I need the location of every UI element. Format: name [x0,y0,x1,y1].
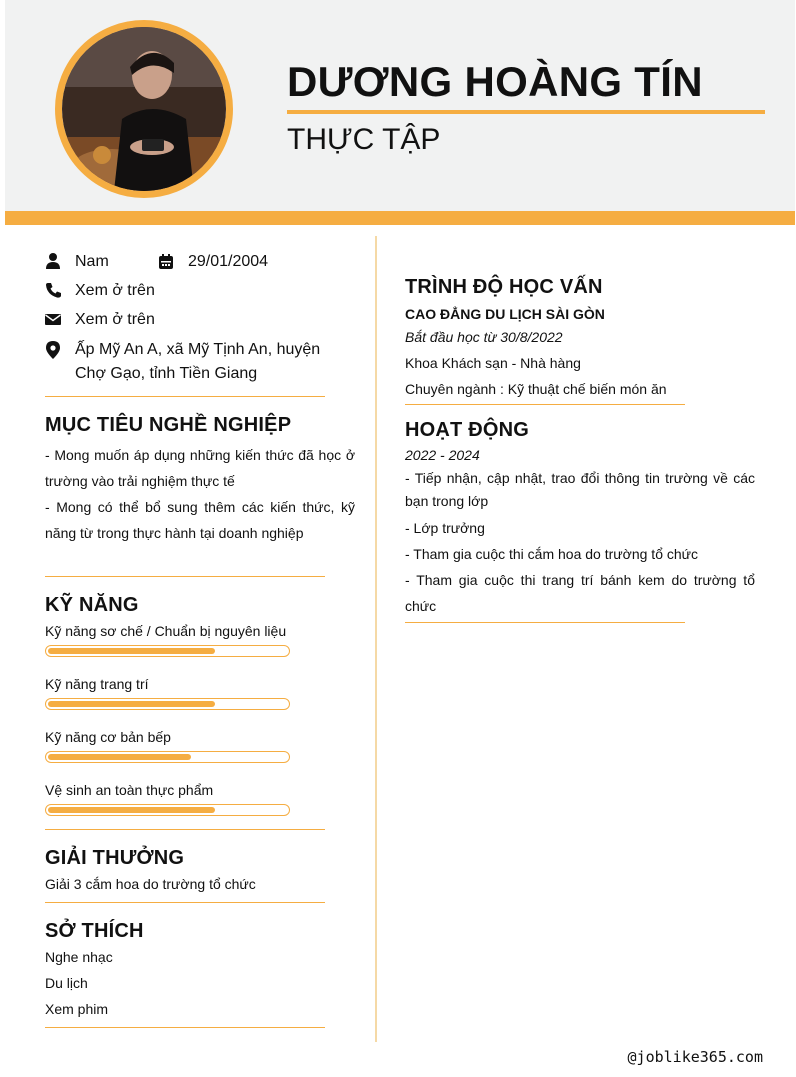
activity-item: - Tiếp nhận, cập nhật, trao đổi thông tin trường về các bạn trong lớp [405,470,755,509]
address-row [45,338,355,386]
calendar-icon [158,253,174,271]
section-divider [45,576,325,577]
skill-label: Kỹ năng cơ bản bếp [45,729,171,745]
mail-icon [45,310,61,328]
gender-value: Nam [75,253,109,270]
birthday-value: 29/01/2004 [188,253,269,270]
email-row [45,306,355,335]
accent-strip [5,211,795,225]
award-item: Giải 3 cắm hoa do trường tổ chức [45,876,256,892]
section-divider [45,1027,325,1028]
education-title: TRÌNH ĐỘ HỌC VẤN [405,276,603,298]
activity-item: - Tham gia cuộc thi trang trí bánh kem do trường tổ chức [405,572,755,614]
skill-label: Vệ sinh an toàn thực phẩm [45,782,214,798]
person-icon [45,252,61,270]
avatar [55,20,233,198]
address-value: Ấp Mỹ An A, xã Mỹ Tịnh An, huyện Chợ Gạo, tỉnh Tiền Giang [75,341,321,382]
hobbies-title: SỞ THÍCH [45,920,144,942]
hobby-item: Xem phim [45,1001,109,1017]
phone-value: Xem ở trên [75,282,155,299]
school-name: CAO ĐẲNG DU LỊCH SÀI GÒN [405,306,605,322]
hobby-item: Nghe nhạc [45,949,113,965]
candidate-position: THỰC TẬP [287,123,441,156]
section-divider [405,622,685,623]
hobby-item: Du lịch [45,975,88,991]
objective-title: MỤC TIÊU NGHỀ NGHIỆP [45,414,292,436]
section-divider [45,396,325,397]
phone-row [45,277,355,306]
right-column [405,274,755,623]
watermark: @joblike365.com [627,1048,763,1066]
skill-bar [45,645,290,657]
education-major: Chuyên ngành : Kỹ thuật chế biến món ăn [405,381,667,397]
skill-level-fill [48,754,191,760]
section-divider [45,902,325,903]
objective-line: - Mong muốn áp dụng những kiến thức đã học ở trường vào trải nghiệm thực tế [45,447,355,489]
location-pin-icon [45,341,61,359]
education-start: Bắt đầu học từ 30/8/2022 [405,329,563,345]
skill-item [45,728,355,763]
left-column [45,248,355,1028]
skill-bar [45,698,290,710]
skill-item [45,675,355,710]
skills-title: KỸ NĂNG [45,594,139,616]
section-divider [45,829,325,830]
column-divider [375,236,377,1042]
gender-birthday-row [45,248,355,277]
phone-icon [45,281,61,299]
section-divider [405,404,685,405]
activity-period: 2022 - 2024 [405,447,480,463]
skill-item [45,622,355,657]
activities-title: HOẠT ĐỘNG [405,419,530,441]
skills-list [45,622,355,816]
skill-label: Kỹ năng sơ chế / Chuẩn bị nguyên liệu [45,623,287,639]
objective-line: - Mong có thể bổ sung thêm các kiến thức, kỹ năng từ trong thực hành tại doanh nghiệp [45,499,355,541]
candidate-name: DƯƠNG HOÀNG TÍN [287,58,703,105]
email-value: Xem ở trên [75,311,155,328]
activity-item: - Tham gia cuộc thi cắm hoa do trường tổ chức [405,546,699,562]
education-faculty: Khoa Khách sạn - Nhà hàng [405,355,581,371]
skill-item [45,781,355,816]
activity-item: - Lớp trưởng [405,520,485,536]
avatar-photo [62,27,226,191]
skill-level-fill [48,701,215,707]
awards-title: GIẢI THƯỞNG [45,847,185,869]
skill-level-fill [48,648,215,654]
skill-label: Kỹ năng trang trí [45,676,149,692]
skill-bar [45,804,290,816]
skill-level-fill [48,807,215,813]
name-underline [287,110,765,114]
skill-bar [45,751,290,763]
